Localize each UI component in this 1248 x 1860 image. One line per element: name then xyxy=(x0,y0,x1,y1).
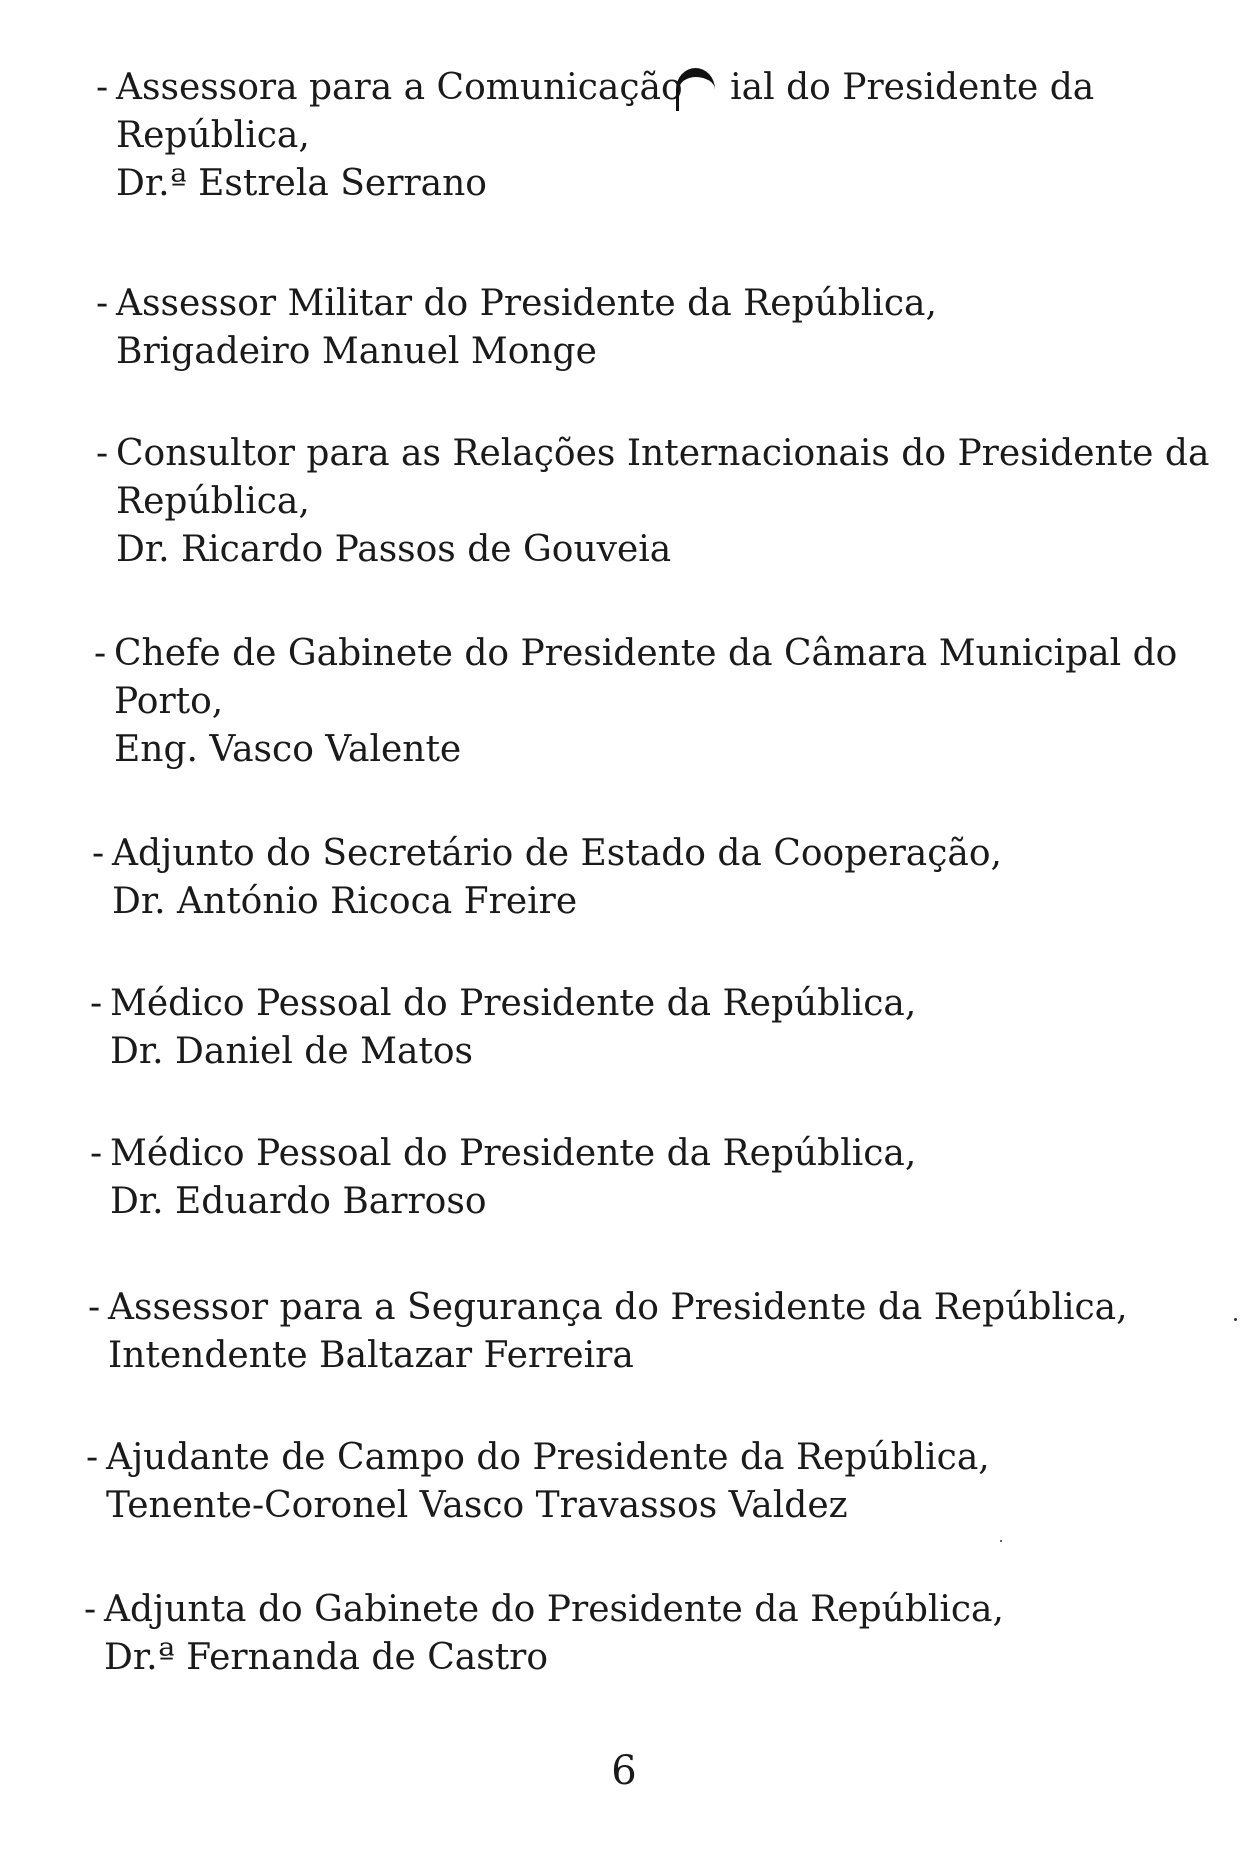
list-dash: - xyxy=(90,1133,103,1174)
role-text: Ajudante de Campo do Presidente da República, xyxy=(106,1437,990,1478)
person-name: Dr.ª Fernanda de Castro xyxy=(104,1637,549,1678)
list-dash: - xyxy=(96,433,109,474)
list-item xyxy=(84,1586,1164,1682)
role-text: Adjunto do Secretário de Estado da Cooperação, xyxy=(112,833,1002,874)
person-name: Dr. Daniel de Matos xyxy=(110,1031,474,1072)
person-name: Brigadeiro Manuel Monge xyxy=(116,331,597,372)
list-dash: - xyxy=(86,1437,99,1478)
list-dash: - xyxy=(90,983,103,1024)
role-line: República, xyxy=(116,481,310,522)
list-item xyxy=(94,630,1178,774)
role-line xyxy=(90,980,1170,1028)
person-name: Tenente-Coronel Vasco Travassos Valdez xyxy=(106,1485,848,1526)
page-number: 6 xyxy=(611,1748,637,1794)
role-line: Porto, xyxy=(114,681,224,722)
role-line xyxy=(84,1586,1164,1634)
list-item xyxy=(96,430,1210,574)
person-name: Eng. Vasco Valente xyxy=(114,729,462,770)
list-item xyxy=(90,1130,1170,1226)
list-dash: - xyxy=(96,67,109,108)
role-line xyxy=(92,830,1172,878)
list-item xyxy=(90,980,1170,1076)
scan-speck xyxy=(1000,1540,1002,1542)
person-name: Dr. Ricardo Passos de Gouveia xyxy=(116,529,672,570)
role-text: Assessor Militar do Presidente da República, xyxy=(116,283,937,324)
scan-smudge xyxy=(676,68,715,111)
role-line xyxy=(96,64,1176,112)
role-text: Consultor para as Relações Internacionais do Presidente da xyxy=(116,433,1210,474)
role-line xyxy=(90,1130,1170,1178)
role-line xyxy=(86,1434,1166,1482)
role-text: Assessora para a Comunicação xyxy=(116,67,695,108)
role-text: Médico Pessoal do Presidente da República, xyxy=(110,983,917,1024)
person-name: Dr. Eduardo Barroso xyxy=(110,1181,487,1222)
list-dash: - xyxy=(96,283,109,324)
list-item xyxy=(88,1284,1168,1380)
role-text: ial do Presidente da xyxy=(730,67,1095,108)
list-dash: - xyxy=(94,633,107,674)
list-dash: - xyxy=(88,1287,101,1328)
list-item xyxy=(86,1434,1166,1530)
role-text: Adjunta do Gabinete do Presidente da República, xyxy=(104,1589,1004,1630)
role-text: Médico Pessoal do Presidente da República, xyxy=(110,1133,917,1174)
role-line xyxy=(88,1284,1168,1332)
role-text: Assessor para a Segurança do Presidente da República, xyxy=(108,1287,1128,1328)
role-text: Chefe de Gabinete do Presidente da Câmara Municipal do xyxy=(114,633,1178,674)
scan-speck xyxy=(1234,1318,1237,1321)
person-name: Dr.ª Estrela Serrano xyxy=(116,163,487,204)
person-name: Dr. António Ricoca Freire xyxy=(112,881,578,922)
list-item xyxy=(92,830,1172,926)
role-line xyxy=(96,280,1176,328)
role-line: República, xyxy=(116,115,310,156)
person-name: Intendente Baltazar Ferreira xyxy=(108,1335,634,1376)
list-item xyxy=(96,280,1176,376)
list-dash: - xyxy=(92,833,105,874)
list-item xyxy=(96,64,1176,208)
role-line xyxy=(94,630,1178,678)
role-line xyxy=(96,430,1210,478)
list-dash: - xyxy=(84,1589,97,1630)
